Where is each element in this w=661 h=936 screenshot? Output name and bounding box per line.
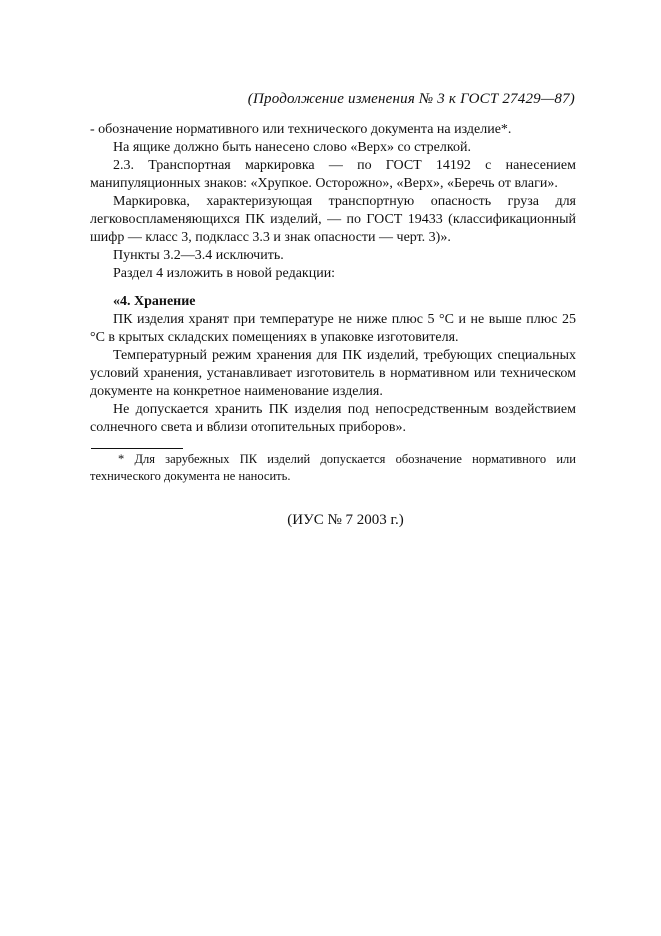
paragraph-hazard-marking: Маркировка, характеризующая транспортную опасность груза для легковоспламеняющихся ПК изделий, — по ГОСТ 19433 (классификационный шифр — класс 3, подкласс 3.3 и знак опасности — черт. 3)». <box>90 194 576 245</box>
page-header: (Продолжение изменения № 3 к ГОСТ 27429—87) <box>247 91 575 107</box>
paragraph-box-label: На ящике должно быть нанесено слово «Верх» со стрелкой. <box>113 140 471 155</box>
paragraph-exclude-items: Пункты 3.2—3.4 исключить. <box>113 248 284 263</box>
paragraph-transport-marking: 2.3. Транспортная маркировка — по ГОСТ 14192 с нанесением манипуляционных знаков: «Хрупкое. Осторожно», «Верх», «Беречь от влаги». <box>90 158 576 191</box>
paragraph-section-4-intro: Раздел 4 изложить в новой редакции: <box>113 266 336 281</box>
footnote-divider <box>91 448 183 449</box>
section-heading: «4. Хранение <box>113 294 196 309</box>
section-marking <box>90 121 576 283</box>
paragraph-special-conditions: Температурный режим хранения для ПК изделий, требующих специальных условий хранения, устанавливает изготовитель в нормативном или техническом документе на конкретное наименование изделия. <box>90 348 576 399</box>
publication-reference: (ИУС № 7 2003 г.) <box>287 512 404 528</box>
footnote <box>90 451 576 485</box>
footnote-text: * Для зарубежных ПК изделий допускается обозначение нормативного или технического документа не наносить. <box>90 452 576 483</box>
paragraph-doc-designation: - обозначение нормативного или технического документа на изделие*. <box>90 122 512 137</box>
paragraph-sunlight-restriction: Не допускается хранить ПК изделия под непосредственным воздействием солнечного света и вблизи отопительных приборов». <box>90 402 576 435</box>
paragraph-storage-temperature: ПК изделия хранят при температуре не ниже плюс 5 °С и не выше плюс 25 °С в крытых складских помещениях в упаковке изготовителя. <box>90 312 576 345</box>
section-storage <box>90 293 576 437</box>
